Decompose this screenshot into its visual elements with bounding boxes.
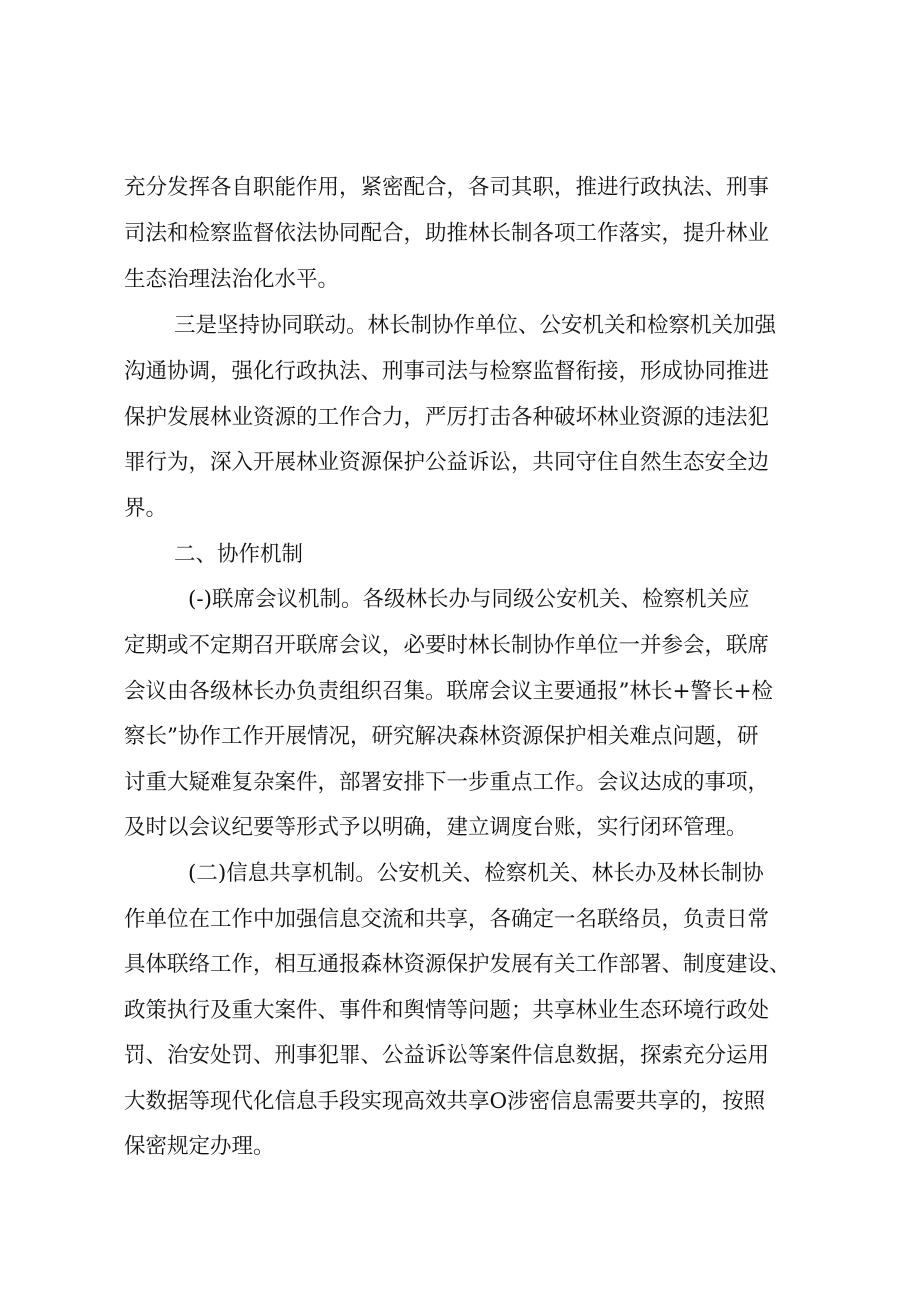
text-line-17: 作单位在工作中加强信息交流和共享，各确定一名联络员，负责日常 bbox=[124, 907, 770, 932]
text-line-14: 讨重大疑难复杂案件，部署安排下一步重点工作。会议达成的事项， bbox=[124, 770, 770, 795]
text-line-18: 具体联络工作，相互通报森林资源保护发展有关工作部署、制度建设、 bbox=[124, 952, 791, 977]
text-line-21: 大数据等现代化信息手段实现高效共享O涉密信息需要共享的，按照 bbox=[124, 1089, 766, 1114]
paragraph-three-start: 三是坚持协同联动。林长制协作单位、公安机关和检察机关加强 bbox=[174, 313, 777, 338]
paragraph-info-sharing-start: (二)信息共享机制。公安机关、检察机关、林长办及林长制协 bbox=[188, 861, 764, 886]
text-line-13: 察长”协作工作开展情况，研究解决森林资源保护相关难点问题，研 bbox=[124, 724, 759, 749]
text-line-22: 保密规定办理。 bbox=[124, 1134, 275, 1159]
text-line-12: 会议由各级林长办负责组织召集。联席会议主要通报”林长+警长+检 bbox=[124, 679, 774, 704]
text-line-7: 罪行为，深入开展林业资源保护公益诉讼，共同守住自然生态安全边 bbox=[124, 450, 770, 475]
text-line-3: 生态治理法治化水平。 bbox=[124, 267, 340, 292]
paragraph-joint-meeting-start: (-)联席会议机制。各级林长办与同级公安机关、检察机关应 bbox=[188, 587, 750, 612]
text-line-11: 定期或不定期召开联席会议，必要时林长制协作单位一并参会，联席 bbox=[124, 633, 770, 658]
text-line-6: 保护发展林业资源的工作合力，严厉打击各种破坏林业资源的违法犯 bbox=[124, 405, 770, 430]
text-line-2: 司法和检察监督依法协同配合，助推林长制各项工作落实，提升林业 bbox=[124, 221, 770, 246]
section-heading: 二、协作机制 bbox=[174, 542, 304, 567]
text-line-19: 政策执行及重大案件、事件和舆情等问题；共享林业生态环境行政处 bbox=[124, 998, 770, 1023]
text-line-8: 界。 bbox=[124, 496, 168, 521]
text-line-15: 及时以会议纪要等形式予以明确，建立调度台账，实行闭环管理。 bbox=[124, 815, 748, 840]
text-line-1: 充分发挥各自职能作用，紧密配合，各司其职，推进行政执法、刑事 bbox=[124, 175, 770, 200]
text-line-5: 沟通协调，强化行政执法、刑事司法与检察监督衔接，形成协同推进 bbox=[124, 359, 770, 384]
text-line-20: 罚、治安处罚、刑事犯罪、公益诉讼等案件信息数据，探索充分运用 bbox=[124, 1043, 770, 1068]
